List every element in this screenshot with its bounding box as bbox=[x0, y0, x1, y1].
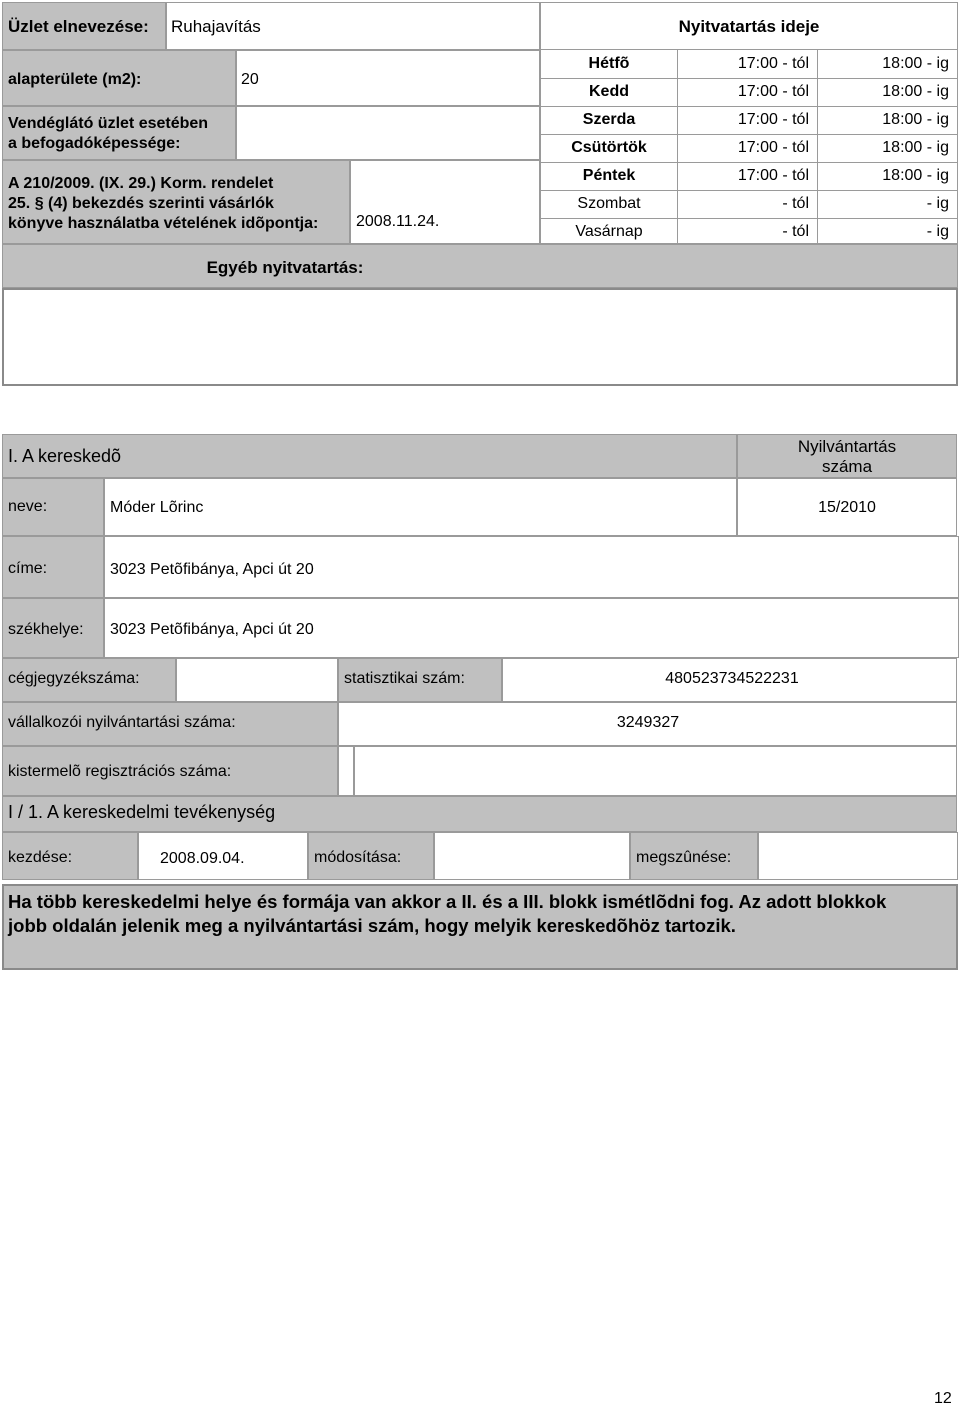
producer-value-cell bbox=[338, 746, 354, 796]
registry-header-2: száma bbox=[821, 457, 873, 476]
day-to: - ig bbox=[817, 218, 957, 246]
shop-name-label: Üzlet elnevezése: bbox=[8, 17, 149, 36]
trader-title: I. A kereskedõ bbox=[8, 446, 122, 466]
opening-hours-row bbox=[541, 190, 957, 219]
day-to: - ig bbox=[817, 190, 957, 218]
opening-hours-row bbox=[541, 218, 957, 247]
note-text: Ha több kereskedelmi helye és formája van akkor a II. és a III. blokk ismétlõdni fog. Az adott blokkok jobb oldalán jelenik meg a nyilvántartási szám, hogy melyik kereskedõhöz tartozik. bbox=[8, 891, 887, 936]
page-number: 12 bbox=[934, 1390, 952, 1407]
address-label: címe: bbox=[8, 560, 48, 577]
trader-name-value: Móder Lõrinc bbox=[110, 499, 204, 516]
capacity-label-2: a befogadóképessége: bbox=[8, 135, 181, 152]
opening-hours-row bbox=[541, 162, 957, 191]
opening-hours-row bbox=[541, 134, 957, 163]
day-from: 17:00 - tól bbox=[677, 162, 817, 190]
area-label: alapterülete (m2): bbox=[8, 71, 142, 88]
opening-hours-row bbox=[541, 78, 957, 107]
seat-value: 3023 Petõfibánya, Apci út 20 bbox=[110, 621, 314, 638]
regulation-line-2: 25. § (4) bekezdés szerinti vásárlók bbox=[8, 195, 274, 212]
activity-title: I / 1. A kereskedelmi tevékenység bbox=[8, 802, 276, 822]
regulation-date: 2008.11.24. bbox=[356, 213, 440, 230]
day-to: 18:00 - ig bbox=[817, 106, 957, 134]
start-label: kezdése: bbox=[8, 849, 73, 866]
regulation-line-3: könyve használatba vételének idõpontja: bbox=[8, 215, 319, 232]
other-hours-value-field bbox=[2, 288, 958, 386]
modify-label: módosítása: bbox=[314, 849, 402, 866]
end-label: megszûnése: bbox=[636, 849, 732, 866]
day-from: - tól bbox=[677, 218, 817, 246]
day-to: 18:00 - ig bbox=[817, 134, 957, 162]
producer-value-field bbox=[354, 746, 957, 796]
day-to: 18:00 - ig bbox=[817, 50, 957, 78]
modify-value-cell bbox=[434, 832, 630, 880]
day-from: 17:00 - tól bbox=[677, 106, 817, 134]
end-value-cell bbox=[758, 832, 958, 880]
opening-hours-row bbox=[541, 50, 957, 79]
company-reg-value-cell bbox=[176, 658, 338, 702]
opening-hours-title: Nyitvatartás ideje bbox=[678, 17, 820, 36]
company-reg-label: cégjegyzékszáma: bbox=[8, 670, 140, 687]
capacity-value-cell bbox=[236, 106, 540, 160]
day-name: Kedd bbox=[589, 83, 629, 100]
stat-value: 480523734522231 bbox=[665, 670, 799, 687]
day-to: 18:00 - ig bbox=[817, 162, 957, 190]
day-name: Hétfõ bbox=[588, 55, 630, 72]
area-value: 20 bbox=[241, 71, 259, 88]
day-name: Vasárnap bbox=[575, 223, 643, 240]
registry-number: 15/2010 bbox=[818, 499, 876, 516]
day-from: 17:00 - tól bbox=[677, 50, 817, 78]
start-value: 2008.09.04. bbox=[160, 850, 245, 867]
producer-label: kistermelõ regisztrációs száma: bbox=[8, 763, 232, 780]
address-value: 3023 Petõfibánya, Apci út 20 bbox=[110, 561, 314, 578]
regulation-line-1: A 210/2009. (IX. 29.) Korm. rendelet bbox=[8, 175, 274, 192]
day-name: Péntek bbox=[582, 167, 636, 184]
other-hours-label: Egyéb nyitvatartás: bbox=[206, 258, 364, 277]
opening-hours-row bbox=[541, 106, 957, 135]
day-name: Csütörtök bbox=[571, 139, 647, 156]
shop-name-value: Ruhajavítás bbox=[171, 17, 261, 36]
day-from: - tól bbox=[677, 190, 817, 218]
entrepreneur-value: 3249327 bbox=[616, 714, 680, 731]
entrepreneur-label: vállalkozói nyilvántartási száma: bbox=[8, 714, 236, 731]
registry-header-1: Nyilvántartás bbox=[797, 437, 897, 456]
capacity-label-1: Vendéglátó üzlet esetében bbox=[8, 115, 209, 132]
regulation-date-cell bbox=[350, 160, 540, 244]
day-name: Szombat bbox=[577, 195, 641, 212]
day-from: 17:00 - tól bbox=[677, 78, 817, 106]
day-to: 18:00 - ig bbox=[817, 78, 957, 106]
day-from: 17:00 - tól bbox=[677, 134, 817, 162]
trader-name-label: neve: bbox=[8, 498, 48, 515]
stat-label: statisztikai szám: bbox=[344, 670, 465, 687]
seat-label: székhelye: bbox=[8, 621, 84, 638]
day-name: Szerda bbox=[582, 111, 636, 128]
area-value-cell bbox=[236, 50, 540, 106]
